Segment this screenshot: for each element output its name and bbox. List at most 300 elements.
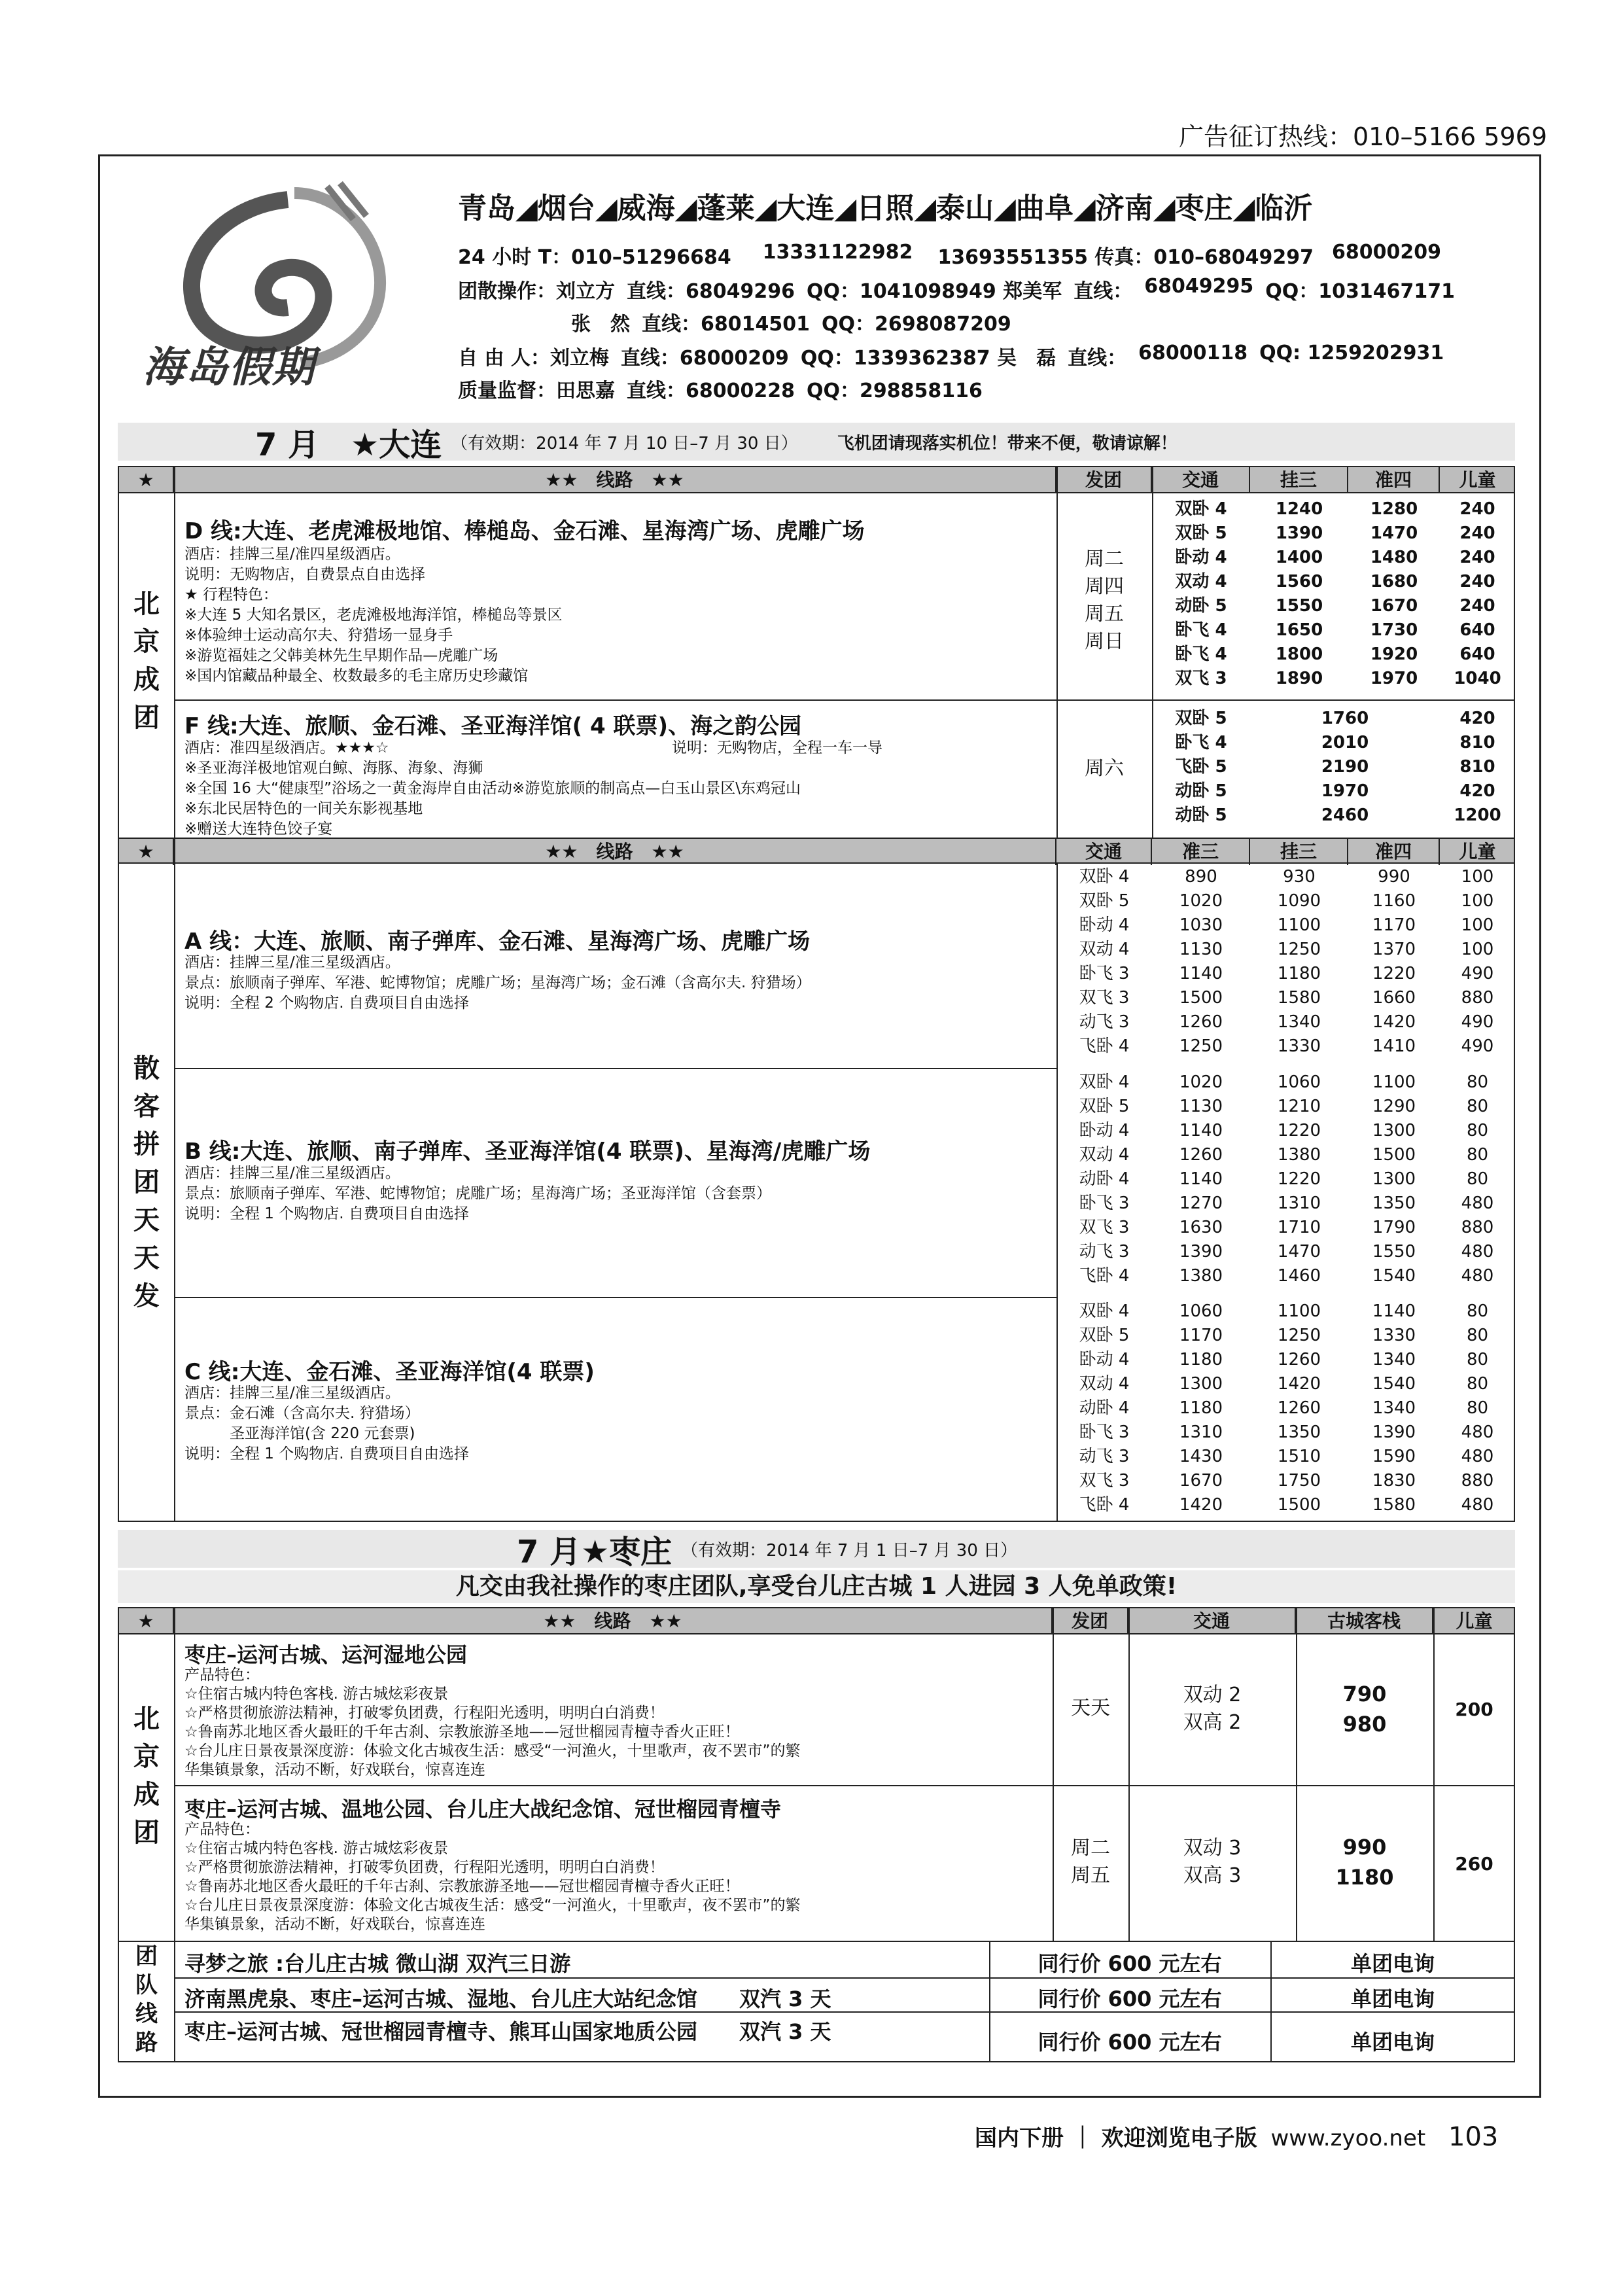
price-cell: 1020 — [1179, 891, 1223, 911]
transport-cell: 卧动 4 — [1079, 1350, 1130, 1369]
route-description — [184, 953, 811, 1014]
price-cell: 1970 — [1370, 669, 1418, 688]
price-cell: 1250 — [1277, 1326, 1321, 1345]
price-cell: 1390 — [1372, 1422, 1416, 1442]
price-cell: 1020 — [1179, 1072, 1223, 1092]
contact-text: 直线： — [1073, 280, 1133, 303]
desc-line: 景点：旅顺南子弹库、军港、蛇博物馆；虎雕广场；星海湾广场；圣亚海洋馆（含套票） — [184, 1185, 771, 1202]
price: 980 — [1342, 1712, 1387, 1737]
desc-line: 景点：旅顺南子弹库、军港、蛇博物馆；虎雕广场；星海湾广场；金石滩（含高尔夫. 狩猎场） — [184, 974, 811, 991]
section-heading: 7 月 ★大连 — [255, 426, 442, 463]
contact-text: 13331122982 — [762, 241, 913, 264]
traffic-item: 双动 3 — [1183, 1837, 1242, 1860]
desc-line: 酒店：挂牌三星/准三星级酒店。 — [184, 954, 400, 971]
price-cell: 490 — [1461, 964, 1494, 983]
price-cell: 480 — [1461, 1242, 1494, 1262]
price-cell: 1100 — [1277, 1301, 1321, 1321]
desc-line: 说明：全程 2 个购物店. 自费项目自由选择 — [184, 995, 469, 1012]
transport-cell: 双卧 5 — [1175, 523, 1227, 543]
price-cell: 1310 — [1179, 1422, 1223, 1442]
table-header — [119, 838, 1514, 864]
price-cell: 1540 — [1372, 1374, 1416, 1394]
group-route: 寻梦之旅 :台儿庄古城 微山湖 双汽三日游 — [184, 1951, 571, 1976]
price-cell: 480 — [1461, 1422, 1494, 1442]
contact-text: QQ：298858116 — [807, 380, 983, 402]
price-cell: 80 — [1466, 1121, 1489, 1140]
price-cell: 2190 — [1321, 757, 1369, 777]
price-cell: 1060 — [1277, 1072, 1321, 1092]
price-cell: 240 — [1459, 572, 1495, 592]
desc-line: ☆台儿庄日景夜景深度游：体验文化古城夜生活：感受“一河渔火，十里歌声，夜不罢市”的繁 — [184, 1897, 801, 1914]
transport-cell: 卧动 4 — [1079, 915, 1130, 935]
side-char: 团 — [135, 1943, 158, 1969]
group-price: 同行价 600 元左右 — [1038, 2030, 1222, 2055]
desc-line: 产品特色： — [184, 1667, 260, 1684]
transport-cell: 双卧 5 — [1079, 1326, 1130, 1345]
divider — [1053, 1608, 1054, 1941]
divider — [174, 699, 1515, 701]
divider — [174, 1608, 175, 2061]
side-char: 散 — [133, 1053, 160, 1084]
header-cell: 儿童 — [1459, 841, 1496, 862]
price-cell: 1580 — [1277, 988, 1321, 1008]
price-cell: 640 — [1459, 620, 1495, 640]
transport-cell: 卧飞 3 — [1079, 1422, 1130, 1442]
notice-text: 飞机团请现落实机位！带来不便，敬请谅解！ — [837, 433, 1178, 453]
price-cell: 880 — [1461, 1218, 1494, 1237]
price-cell: 1130 — [1179, 940, 1223, 959]
contact-text: 68049295 — [1144, 275, 1254, 298]
desc-line: ☆鲁南苏北地区香火最旺的千年古刹、宗教旅游圣地——冠世榴园青檀寺香火正旺！ — [184, 1723, 740, 1740]
transport-cell: 卧飞 4 — [1175, 620, 1227, 640]
price-cell: 100 — [1461, 940, 1494, 959]
price-cell: 1250 — [1179, 1036, 1223, 1056]
price: 790 — [1342, 1682, 1387, 1706]
group-inquiry: 单团电询 — [1350, 2030, 1435, 2055]
contact-row-4 — [458, 342, 1444, 370]
price-cell: 1250 — [1277, 940, 1321, 959]
group-price: 同行价 600 元左右 — [1038, 1987, 1222, 2011]
side-char: 拼 — [133, 1129, 160, 1159]
transport-cell: 卧飞 4 — [1175, 733, 1227, 752]
transport-cell: 双飞 3 — [1175, 669, 1227, 688]
traffic — [1128, 1835, 1296, 1890]
desc-line: ※全国 16 大“健康型”浴场之一黄金海岸自由活动※游览旅顺的制高点—白玉山景区\东鸡冠山 — [184, 780, 801, 797]
price-cell: 490 — [1461, 1012, 1494, 1032]
traffic — [1128, 1682, 1296, 1737]
inn-price — [1296, 1679, 1433, 1739]
price-cell: 1300 — [1372, 1121, 1416, 1140]
transport-cell: 动飞 3 — [1079, 1012, 1130, 1032]
price-cell: 1540 — [1372, 1266, 1416, 1286]
price-cell: 1410 — [1372, 1036, 1416, 1056]
price-cell: 1290 — [1372, 1097, 1416, 1116]
child-price: 200 — [1455, 1699, 1493, 1720]
table-header — [119, 467, 1514, 493]
validity-text: （有效期：2014 年 7 月 10 日–7 月 30 日） — [451, 433, 798, 453]
divider — [174, 1068, 1056, 1069]
contact-text: 13693551355 传真：010–68049297 — [937, 246, 1314, 269]
section-heading: 7 月★枣庄 — [517, 1533, 672, 1570]
header-cell: 发团 — [1053, 1608, 1128, 1634]
desc-line: ☆住宿古城内特色客栈. 游古城炫彩夜景 — [184, 1686, 449, 1703]
traffic-item: 双高 2 — [1183, 1711, 1242, 1734]
zaozhuang-section-title — [118, 1530, 1515, 1568]
price-cell: 1340 — [1372, 1350, 1416, 1369]
price-cell: 240 — [1459, 596, 1495, 616]
price-cell: 1350 — [1372, 1193, 1416, 1213]
side-label — [119, 1942, 174, 2057]
price-cell: 1500 — [1179, 988, 1223, 1008]
promo-banner: 凡交由我社操作的枣庄团队,享受台儿庄古城 1 人进园 3 人免单政策! — [118, 1570, 1515, 1603]
transport-cell: 动飞 3 — [1079, 1447, 1130, 1466]
side-char: 线 — [135, 2001, 158, 2027]
price-cell: 1970 — [1321, 781, 1369, 801]
price-cell: 1030 — [1179, 915, 1223, 935]
transport-cell: 双卧 4 — [1079, 1301, 1130, 1321]
route-title: D 线:大连、老虎滩极地馆、棒槌岛、金石滩、星海湾广场、虎雕广场 — [184, 518, 865, 544]
transport-cell: 双卧 5 — [1175, 709, 1227, 728]
price-cell: 1460 — [1277, 1266, 1321, 1286]
side-label — [119, 1050, 174, 1315]
side-char: 天 — [133, 1243, 160, 1273]
price-cell: 1220 — [1372, 964, 1416, 983]
contact-row-3 — [571, 308, 1011, 336]
side-char: 路 — [135, 2030, 158, 2056]
price-cell: 1400 — [1275, 548, 1323, 567]
day: 周五 — [1085, 603, 1124, 626]
footer-url[interactable]: www.zyoo.net — [1270, 2125, 1426, 2151]
contact-text: 张 然 — [571, 313, 630, 336]
price-cell: 1500 — [1372, 1145, 1416, 1165]
side-char: 京 — [133, 1742, 160, 1772]
transport-cell: 动卧 5 — [1175, 805, 1227, 825]
price-cell: 1140 — [1372, 1301, 1416, 1321]
side-char: 天 — [133, 1205, 160, 1235]
header-cell: ★ — [119, 467, 174, 493]
departure-days — [1053, 1835, 1128, 1890]
divider — [174, 467, 175, 1521]
price-cell: 1340 — [1372, 1398, 1416, 1418]
desc-line: ※赠送大连特色饺子宴 — [184, 821, 333, 838]
header-cell: ★★ 线路 ★★ — [174, 1608, 1053, 1634]
route-description — [184, 1666, 800, 1780]
transport-cell: 双动 4 — [1079, 1145, 1130, 1165]
price-cell: 1670 — [1179, 1471, 1223, 1491]
price-cell: 1580 — [1372, 1495, 1416, 1515]
contact-text: 直线：68014501 — [642, 313, 810, 336]
price-cell: 1180 — [1179, 1398, 1223, 1418]
group-inquiry: 单团电询 — [1350, 1987, 1435, 2011]
contact-text: 直线：68000209 — [620, 347, 789, 370]
day: 周日 — [1085, 630, 1124, 653]
day: 周四 — [1085, 575, 1124, 598]
group-price: 同行价 600 元左右 — [1038, 1951, 1222, 1976]
transport-cell: 动卧 4 — [1079, 1169, 1130, 1189]
side-char: 成 — [133, 1780, 160, 1810]
divider — [119, 1941, 1515, 1942]
transport-cell: 双卧 4 — [1175, 499, 1227, 519]
desc-line: 酒店：挂牌三星/准三星级酒店。 — [184, 1165, 400, 1182]
header-cell: 准三 — [1152, 839, 1250, 865]
price-grid — [1152, 497, 1515, 691]
price-cell: 240 — [1459, 548, 1495, 567]
price-cell: 1160 — [1372, 891, 1416, 911]
route-description — [184, 1383, 469, 1464]
brand-name: 海岛假期 — [143, 343, 315, 392]
price-cell: 2010 — [1321, 733, 1369, 752]
transport-cell: 双动 4 — [1175, 572, 1227, 592]
price-cell: 930 — [1283, 867, 1316, 887]
price-cell: 1420 — [1179, 1495, 1223, 1515]
price-cell: 490 — [1461, 1036, 1494, 1056]
price-cell: 1330 — [1372, 1326, 1416, 1345]
transport-cell: 卧飞 3 — [1079, 1193, 1130, 1213]
price-cell: 100 — [1461, 915, 1494, 935]
desc-line: 产品特色： — [184, 1821, 260, 1838]
price-cell: 420 — [1459, 709, 1495, 728]
transport-cell: 卧飞 4 — [1175, 645, 1227, 664]
desc-line: ☆严格贯彻旅游法精神，打破零负团费，行程阳光透明，明明白白消费！ — [184, 1704, 665, 1722]
header-cell: 挂三 — [1250, 467, 1348, 493]
transport-cell: 飞卧 4 — [1079, 1266, 1130, 1286]
header-cell: 交通 — [1056, 839, 1152, 865]
price-cell: 1830 — [1372, 1471, 1416, 1491]
transport-cell: 双飞 3 — [1079, 988, 1130, 1008]
departure-days — [1053, 1695, 1128, 1722]
route-title: A 线：大连、旅顺、南子弹库、金石滩、星海湾广场、虎雕广场 — [184, 928, 811, 955]
price-cell: 480 — [1461, 1495, 1494, 1515]
divider — [174, 1297, 1056, 1298]
day: 周二 — [1071, 1837, 1110, 1860]
price-cell: 1470 — [1370, 523, 1418, 543]
transport-cell: 双卧 4 — [1079, 867, 1130, 887]
price-cell: 1390 — [1275, 523, 1323, 543]
route-title: F 线:大连、旅顺、金石滩、圣亚海洋馆( 4 联票)、海之韵公园 — [184, 713, 802, 739]
day: 周六 — [1085, 757, 1124, 780]
side-char: 客 — [133, 1091, 160, 1122]
desc-line: ※体验绅士运动高尔夫、狩猎场一显身手 — [184, 627, 453, 644]
transport-cell: 双卧 5 — [1079, 1097, 1130, 1116]
route-description — [184, 1163, 771, 1224]
dalian-table — [118, 466, 1515, 1522]
price-cell: 1590 — [1372, 1447, 1416, 1466]
desc-line: 华集镇景象，活动不断，好戏联台，惊喜连连 — [184, 1761, 485, 1778]
desc-line: 说明：全程 1 个购物店. 自费项目自由选择 — [184, 1445, 469, 1462]
price-cell: 1430 — [1179, 1447, 1223, 1466]
price-cell: 1790 — [1372, 1218, 1416, 1237]
header-cell: 交通 — [1152, 467, 1250, 493]
price-cell: 1180 — [1179, 1350, 1223, 1369]
header-cell: ★ — [119, 1608, 174, 1634]
desc-line: ※圣亚海洋极地馆观白鲸、海豚、海象、海狮 — [184, 760, 483, 777]
transport-cell: 动卧 5 — [1175, 596, 1227, 616]
price-grid — [1152, 707, 1515, 828]
contact-text: 24 小时 T：010–51296684 — [458, 246, 731, 269]
desc-line: 说明：无购物店，自费景点自由选择 — [184, 566, 425, 583]
contact-text: 68000118 — [1138, 342, 1248, 364]
contact-text: 团散操作：刘立方 — [458, 280, 615, 303]
ad-hotline: 广告征订热线：010–5166 5969 — [1178, 122, 1547, 151]
group-route: 枣庄–运河古城、冠世榴园青檀寺、熊耳山国家地质公园 双汽 3 天 — [184, 2019, 831, 2044]
departure-days — [1056, 546, 1152, 656]
price-cell: 1670 — [1370, 596, 1418, 616]
header-cell: 发团 — [1056, 467, 1152, 493]
price-cell: 880 — [1461, 1471, 1494, 1491]
transport-cell: 动卧 5 — [1175, 781, 1227, 801]
price-cell: 80 — [1466, 1169, 1489, 1189]
price-cell: 1270 — [1179, 1193, 1223, 1213]
divider — [1433, 1608, 1435, 1941]
price-grid — [1056, 865, 1515, 1059]
price-cell: 1800 — [1275, 645, 1323, 664]
price-cell: 80 — [1466, 1301, 1489, 1321]
price-cell: 1510 — [1277, 1447, 1321, 1466]
contact-text: QQ：2698087209 — [822, 313, 1011, 336]
price-cell: 1650 — [1275, 620, 1323, 640]
price-cell: 1550 — [1275, 596, 1323, 616]
desc-line: 酒店：挂牌三星/准三星级酒店。 — [184, 1385, 400, 1402]
price-cell: 420 — [1459, 781, 1495, 801]
child-price: 260 — [1455, 1853, 1493, 1875]
desc-line: ★ 行程特色： — [184, 586, 278, 603]
price-cell: 1680 — [1370, 572, 1418, 592]
transport-cell: 双飞 3 — [1079, 1471, 1130, 1491]
price-cell: 80 — [1466, 1145, 1489, 1165]
price-cell: 1560 — [1275, 572, 1323, 592]
transport-cell: 动飞 3 — [1079, 1242, 1130, 1262]
price-cell: 1140 — [1179, 1121, 1223, 1140]
header-cell: 准四 — [1348, 467, 1440, 493]
price-cell: 1660 — [1372, 988, 1416, 1008]
transport-cell: 卧动 4 — [1175, 548, 1227, 567]
group-route: 济南黑虎泉、枣庄–运河古城、湿地、台儿庄大站纪念馆 双汽 3 天 — [184, 1987, 831, 2011]
price-cell: 80 — [1466, 1097, 1489, 1116]
price-cell: 1310 — [1277, 1193, 1321, 1213]
price: 990 — [1342, 1835, 1387, 1860]
price-cell: 1240 — [1275, 499, 1323, 519]
route-title: 枣庄–运河古城、运河湿地公园 — [184, 1642, 468, 1667]
price-cell: 1200 — [1454, 805, 1501, 825]
price-cell: 1920 — [1370, 645, 1418, 664]
desc-line: 华集镇景象，活动不断，好戏联台，惊喜连连 — [184, 1916, 485, 1933]
transport-cell: 双动 4 — [1079, 1374, 1130, 1394]
price-cell: 1040 — [1454, 669, 1501, 688]
price-cell: 2460 — [1321, 805, 1369, 825]
contact-text: QQ：1339362387 吴 磊 — [800, 347, 1056, 370]
desc-line: ※国内馆藏品种最全、枚数最多的毛主席历史珍藏馆 — [184, 667, 529, 684]
desc-line: 酒店：挂牌三星/准四星级酒店。 — [184, 546, 400, 563]
contact-text: QQ：1031467171 — [1265, 280, 1455, 303]
route-description — [184, 1820, 800, 1934]
desc-line: ※游览福娃之父韩美林先生早期作品—虎雕广场 — [184, 647, 498, 664]
price-cell: 1470 — [1277, 1242, 1321, 1262]
price-cell: 1750 — [1277, 1471, 1321, 1491]
price-cell: 810 — [1459, 733, 1495, 752]
desc-line: 景点：金石滩（含高尔夫. 狩猎场） — [184, 1405, 420, 1422]
contact-row-5 — [458, 374, 983, 403]
divider — [174, 1977, 1515, 1979]
price-cell: 80 — [1466, 1072, 1489, 1092]
price-cell: 240 — [1459, 523, 1495, 543]
dalian-section-title — [118, 423, 1515, 461]
day: 周二 — [1085, 548, 1124, 571]
transport-cell: 卧动 4 — [1079, 1121, 1130, 1140]
price-cell: 1630 — [1179, 1218, 1223, 1237]
contact-text: 质量监督：田思嘉 — [458, 380, 615, 402]
price-cell: 1260 — [1179, 1012, 1223, 1032]
side-char: 队 — [135, 1972, 158, 1998]
day: 周五 — [1071, 1864, 1110, 1887]
contact-text: 直线：68000228 — [627, 380, 795, 402]
desc-line: ☆住宿古城内特色客栈. 游古城炫彩夜景 — [184, 1840, 449, 1857]
side-char: 团 — [133, 1167, 160, 1197]
traffic-item: 双高 3 — [1183, 1864, 1242, 1887]
price-cell: 1300 — [1372, 1169, 1416, 1189]
price-cell: 1340 — [1277, 1012, 1321, 1032]
price-cell: 1130 — [1179, 1097, 1223, 1116]
route-title: B 线:大连、旅顺、南子弹库、圣亚海洋馆(4 联票)、星海湾/虎雕广场 — [184, 1139, 871, 1165]
transport-cell: 双卧 4 — [1079, 1072, 1130, 1092]
contact-text: 直线： — [1068, 347, 1127, 370]
header-cell: 儿童 — [1456, 1610, 1493, 1632]
page-footer — [975, 2120, 1498, 2152]
table-header — [119, 1608, 1514, 1634]
price-cell: 100 — [1461, 891, 1494, 911]
route-description — [184, 544, 563, 686]
divider — [1128, 1608, 1130, 1941]
price-cell: 1380 — [1179, 1266, 1223, 1286]
price-cell: 1890 — [1275, 669, 1323, 688]
price-cell: 100 — [1461, 867, 1494, 887]
page-number: 103 — [1448, 2122, 1499, 2152]
price-grid — [1056, 1070, 1515, 1288]
price-cell: 1390 — [1179, 1242, 1223, 1262]
price-cell: 480 — [1461, 1447, 1494, 1466]
validity-text: （有效期：2014 年 7 月 1 日–7 月 30 日） — [681, 1540, 1018, 1561]
price-cell: 1060 — [1179, 1301, 1223, 1321]
header-cell: 古城客栈 — [1296, 1608, 1433, 1634]
price-cell: 1370 — [1372, 940, 1416, 959]
price-cell: 80 — [1466, 1326, 1489, 1345]
header-cell: 交通 — [1128, 1608, 1296, 1634]
price-cell: 990 — [1378, 867, 1410, 887]
desc-line: ※大连 5 大知名景区，老虎滩极地海洋馆，棒槌岛等景区 — [184, 607, 563, 624]
price-cell: 1170 — [1179, 1326, 1223, 1345]
desc-line: ☆台儿庄日景夜景深度游：体验文化古城夜生活：感受“一河渔火，十里歌声，夜不罢市”的繁 — [184, 1742, 801, 1759]
transport-cell: 双动 4 — [1079, 940, 1130, 959]
desc-line: 酒店：准四星级酒店。★★★☆ — [184, 739, 389, 756]
price-cell: 1420 — [1372, 1012, 1416, 1032]
group-inquiry: 单团电询 — [1350, 1951, 1435, 1976]
side-char: 北 — [133, 1704, 160, 1734]
route-title: C 线:大连、金石滩、圣亚海洋馆(4 联票) — [184, 1359, 595, 1385]
side-char: 成 — [133, 665, 160, 695]
price-cell: 480 — [1461, 1266, 1494, 1286]
price-cell: 1100 — [1372, 1072, 1416, 1092]
price-cell: 1380 — [1277, 1145, 1321, 1165]
transport-cell: 飞卧 5 — [1175, 757, 1227, 777]
price-grid — [1056, 1299, 1515, 1517]
desc-line: 圣亚海洋馆(含 220 元套票) — [184, 1425, 415, 1442]
price-cell: 1260 — [1179, 1145, 1223, 1165]
price-cell: 1420 — [1277, 1374, 1321, 1394]
route-note: 说明：无购物店，全程一车一导 — [672, 739, 882, 756]
contact-text: 直线：68049296 — [627, 280, 795, 303]
contact-text: QQ：1041098949 郑美军 — [807, 280, 1062, 303]
price-cell: 240 — [1459, 499, 1495, 519]
price-cell: 1330 — [1277, 1036, 1321, 1056]
